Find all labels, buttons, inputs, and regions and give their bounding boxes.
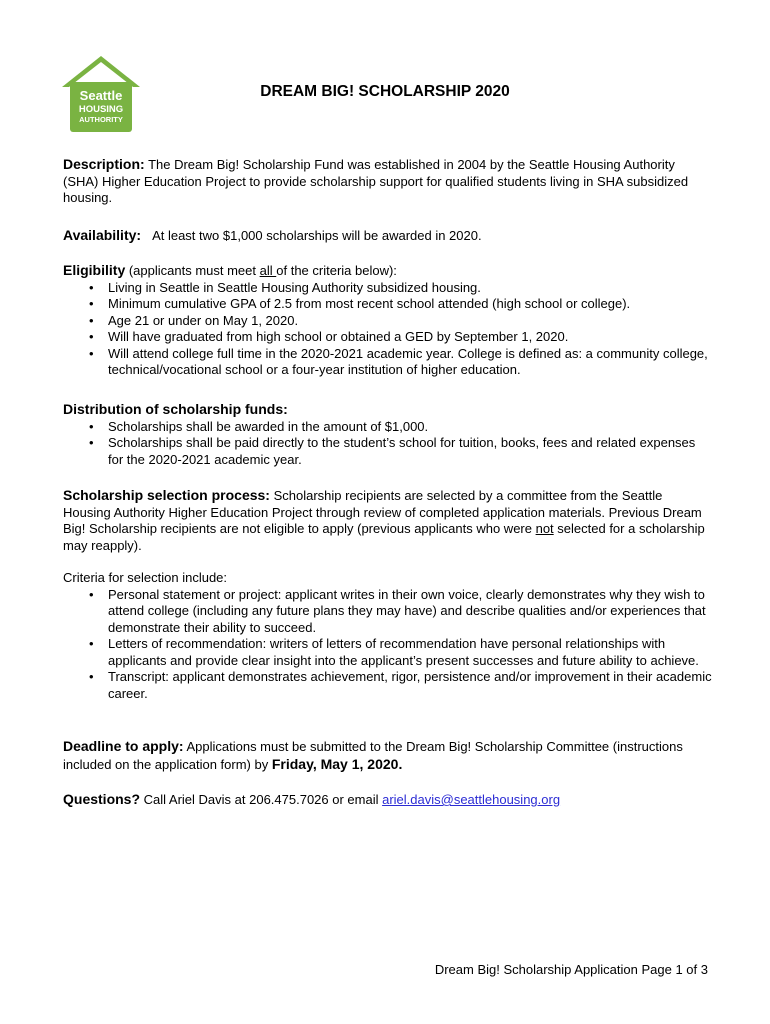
list-item: • Personal statement or project: applicant writes in their own voice, clearly demonstrates why they wish to attend college (including any future plans they may have) and describe qualities and/or experiences that demonstrate their ability to succeed. bbox=[108, 587, 713, 637]
logo-line-2: HOUSING bbox=[78, 104, 124, 115]
eligibility-note-after: of the criteria below): bbox=[276, 263, 397, 278]
deadline-heading: Deadline to apply: bbox=[63, 738, 184, 754]
email-link[interactable]: ariel.davis@seattlehousing.org bbox=[382, 792, 561, 807]
selection-section bbox=[63, 487, 713, 702]
criteria-list bbox=[63, 587, 713, 703]
availability-text: At least two $1,000 scholarships will be awarded in 2020. bbox=[152, 228, 482, 243]
questions-heading: Questions? bbox=[63, 791, 141, 807]
eligibility-section bbox=[63, 262, 713, 379]
list-item: • Scholarships shall be paid directly to the student’s school for tuition, books, fees and related expenses for the 2020-2021 academic year. bbox=[108, 435, 713, 468]
distribution-list bbox=[63, 419, 713, 469]
description-section bbox=[63, 156, 713, 207]
eligibility-heading: Eligibility bbox=[63, 262, 126, 278]
selection-text-underlined: not bbox=[535, 521, 554, 536]
distribution-heading: Distribution of scholarship funds: bbox=[63, 401, 288, 417]
criteria-intro: Criteria for selection include: bbox=[63, 570, 228, 585]
deadline-date: Friday, May 1, 2020. bbox=[271, 755, 403, 772]
eligibility-list bbox=[63, 280, 713, 379]
selection-text-before: Scholarship recipients are selected by a committee from the Seattle Housing Authority Higher Education Project through review of completed application materials. Previous Dream Big! Scholarship recipients are not eligible to apply (previous applicants who were bbox=[63, 488, 702, 536]
page-footer: Dream Big! Scholarship Application Page 1 of 3 bbox=[434, 962, 708, 977]
list-item: • Living in Seattle in Seattle Housing Authority subsidized housing. bbox=[108, 280, 713, 297]
list-item: • Letters of recommendation: writers of letters of recommendation have personal relationships with applicants and provide clear insight into the applicant’s present successes and future ability to achieve. bbox=[108, 636, 713, 669]
list-item: • Will attend college full time in the 2020-2021 academic year. College is defined as: a community college, technical/vocational school or a four-year institution of higher education. bbox=[108, 346, 713, 379]
description-heading: Description: bbox=[63, 156, 145, 172]
questions-text: Call Ariel Davis at 206.475.7026 or email bbox=[140, 792, 383, 807]
list-item: • Age 21 or under on May 1, 2020. bbox=[108, 313, 713, 330]
document-title: DREAM BIG! SCHOLARSHIP 2020 bbox=[260, 83, 510, 100]
deadline-section bbox=[63, 738, 713, 773]
deadline-text: Applications must be submitted to the Dream Big! Scholarship Committee (instructions included on the application form) by bbox=[63, 739, 683, 772]
eligibility-note-before: (applicants must meet bbox=[125, 263, 260, 278]
availability-section bbox=[63, 227, 713, 245]
eligibility-note-underlined: all bbox=[259, 263, 277, 278]
selection-heading: Scholarship selection process: bbox=[63, 487, 270, 503]
questions-section bbox=[63, 791, 713, 809]
list-item: • Will have graduated from high school or obtained a GED by September 1, 2020. bbox=[108, 329, 713, 346]
availability-heading: Availability: bbox=[63, 227, 142, 243]
description-text: The Dream Big! Scholarship Fund was established in 2004 by the Seattle Housing Authority (SHA) Higher Education Project to provide scholarship support for qualified students living in SHA subsidized housing. bbox=[63, 157, 689, 205]
list-item: • Scholarships shall be awarded in the amount of $1,000. bbox=[108, 419, 713, 436]
logo-line-1: Seattle bbox=[79, 88, 123, 103]
list-item: • Transcript: applicant demonstrates achievement, rigor, persistence and/or improvement in their academic career. bbox=[108, 669, 713, 702]
window-icon bbox=[96, 71, 106, 81]
logo-line-3: AUTHORITY bbox=[79, 115, 123, 124]
seattle-housing-authority-logo bbox=[62, 56, 140, 132]
distribution-section bbox=[63, 401, 713, 468]
list-item: • Minimum cumulative GPA of 2.5 from most recent school attended (high school or college). bbox=[108, 296, 713, 313]
selection-text-after: selected for a scholarship may reapply). bbox=[63, 521, 705, 553]
